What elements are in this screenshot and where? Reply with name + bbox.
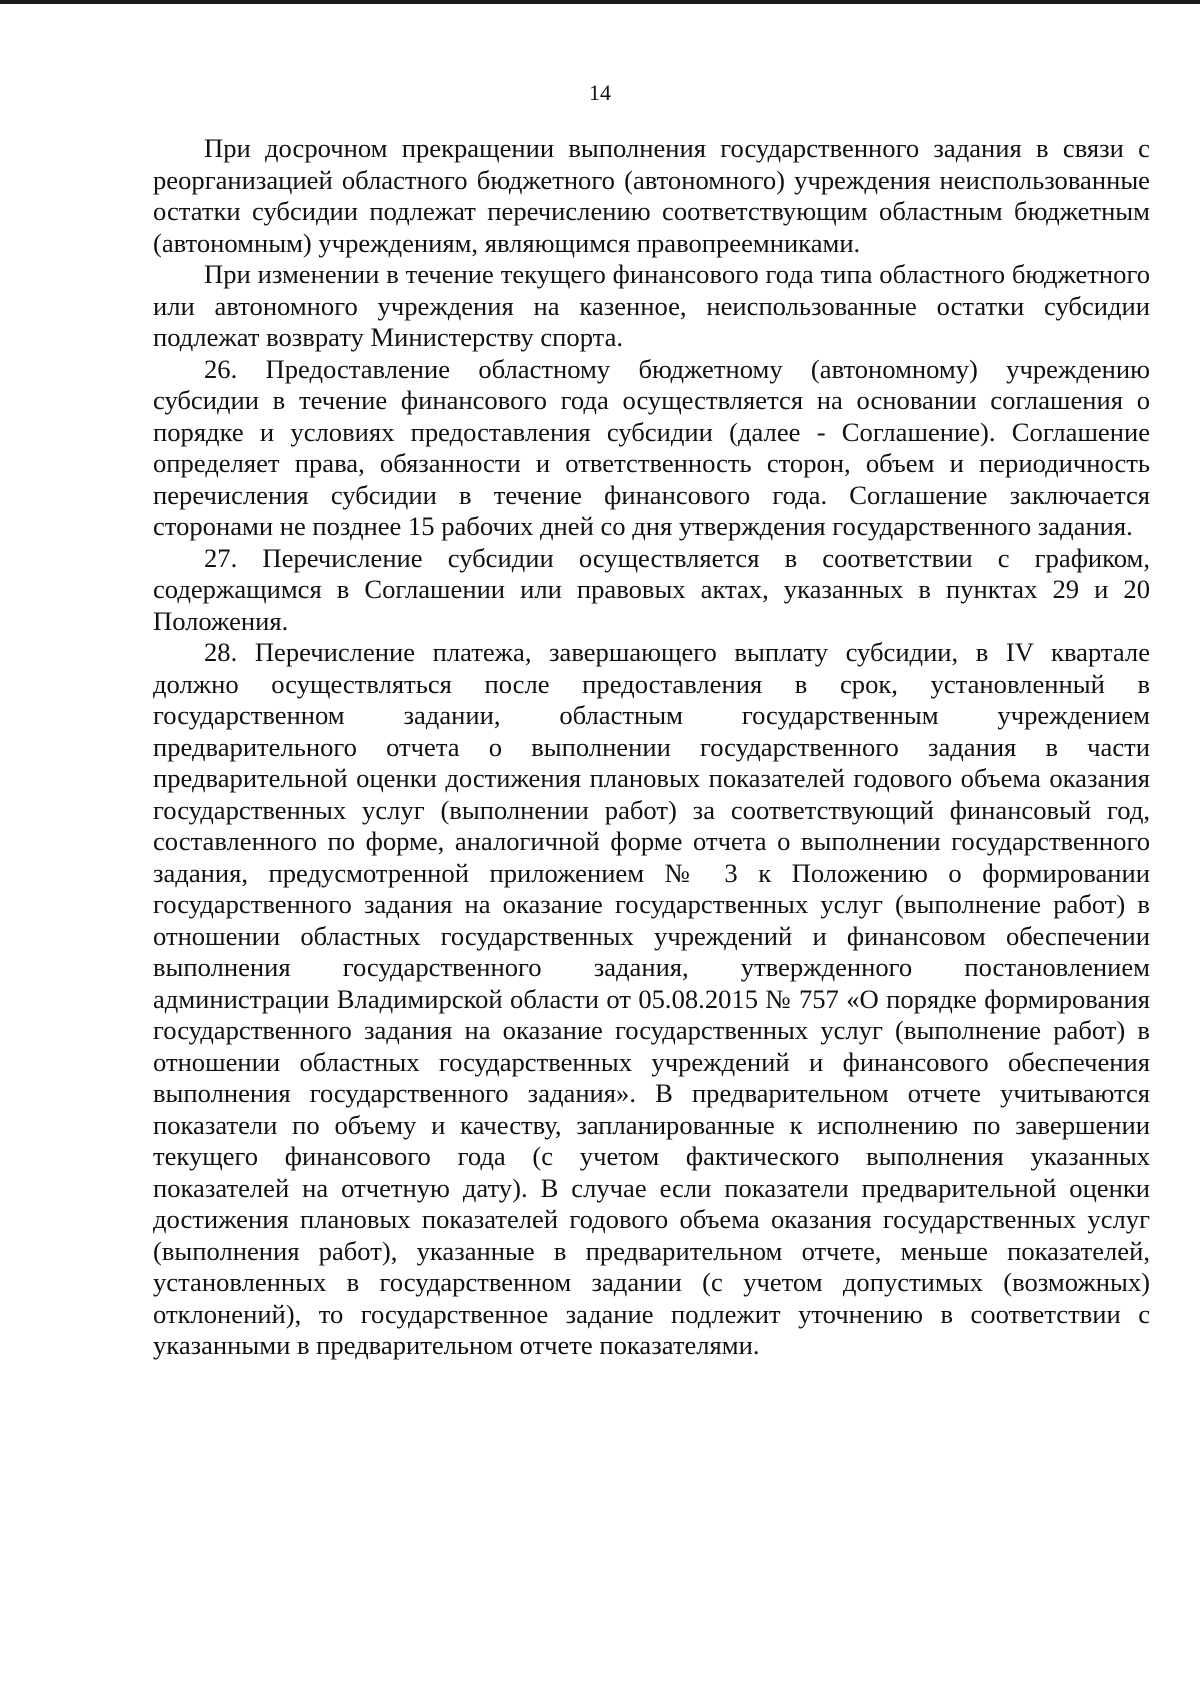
document-body	[153, 133, 1150, 1362]
scan-top-edge	[0, 0, 1200, 4]
paragraph-27: 27. Перечисление субсидии осуществляется в соответствии с графиком, содержащимся в Соглашении или правовых актах, указанных в пунктах 29 и 20 Положения.	[153, 542, 1150, 636]
paragraph-28: 28. Перечисление платежа, завершающего выплату субсидии, в IV квартале должно осуществляться после предоставления в срок, установленный в государственном задании, областным государственным учреждением предварительного отчета о выполнении государственного задания в части предварительной оценки достижения плановых показателей годового объема оказания государственных услуг (выполнении работ) за соответствующий финансовый год, составленного по форме, аналогичной форме отчета о выполнении государственного задания, предусмотренной приложением № 3 к Положению о формировании государственного задания на оказание государственных услуг (выполнение работ) в отношении областных государственных учреждений и финансовом обеспечении выполнения государственного задания, утвержденного постановлением администрации Владимирской области от 05.08.2015 № 757 «О порядке формирования государственного задания на оказание государственных услуг (выполнение работ) в отношении областных государственных учреждений и финансового обеспечения выполнения государственного задания». В предварительном отчете учитываются показатели по объему и качеству, запланированные к исполнению по завершении текущего финансового года (с учетом фактического выполнения указанных показателей на отчетную дату). В случае если показатели предварительной оценки достижения плановых показателей годового объема оказания государственных услуг (выполнения работ), указанные в предварительном отчете, меньше показателей, установленных в государственном задании (с учетом допустимых (возможных) отклонений), то государственное задание подлежит уточнению в соответствии с указанными в предварительном отчете показателями.	[153, 637, 1150, 1360]
page-number: 14	[589, 80, 611, 105]
paragraph-reorganization: При досрочном прекращении выполнения государственного задания в связи с реорганизацией областного бюджетного (автономного) учреждения неиспользованные остатки субсидии подлежат перечислению соответствующим областным бюджетным (автономным) учреждениям, являющимся правопреемниками.	[153, 133, 1150, 258]
paragraph-26: 26. Предоставление областному бюджетному (автономному) учреждению субсидии в течение финансового года осуществляется на основании соглашения о порядке и условиях предоставления субсидии (далее - Соглашение). Соглашение определяет права, обязанности и ответственность сторон, объем и периодичность перечисления субсидии в течение финансового года. Соглашение заключается сторонами не позднее 15 рабочих дней со дня утверждения государственного задания.	[153, 353, 1150, 541]
paragraph-type-change: При изменении в течение текущего финансового года типа областного бюджетного или автономного учреждения на казенное, неиспользованные остатки субсидии подлежат возврату Министерству спорта.	[153, 259, 1150, 352]
